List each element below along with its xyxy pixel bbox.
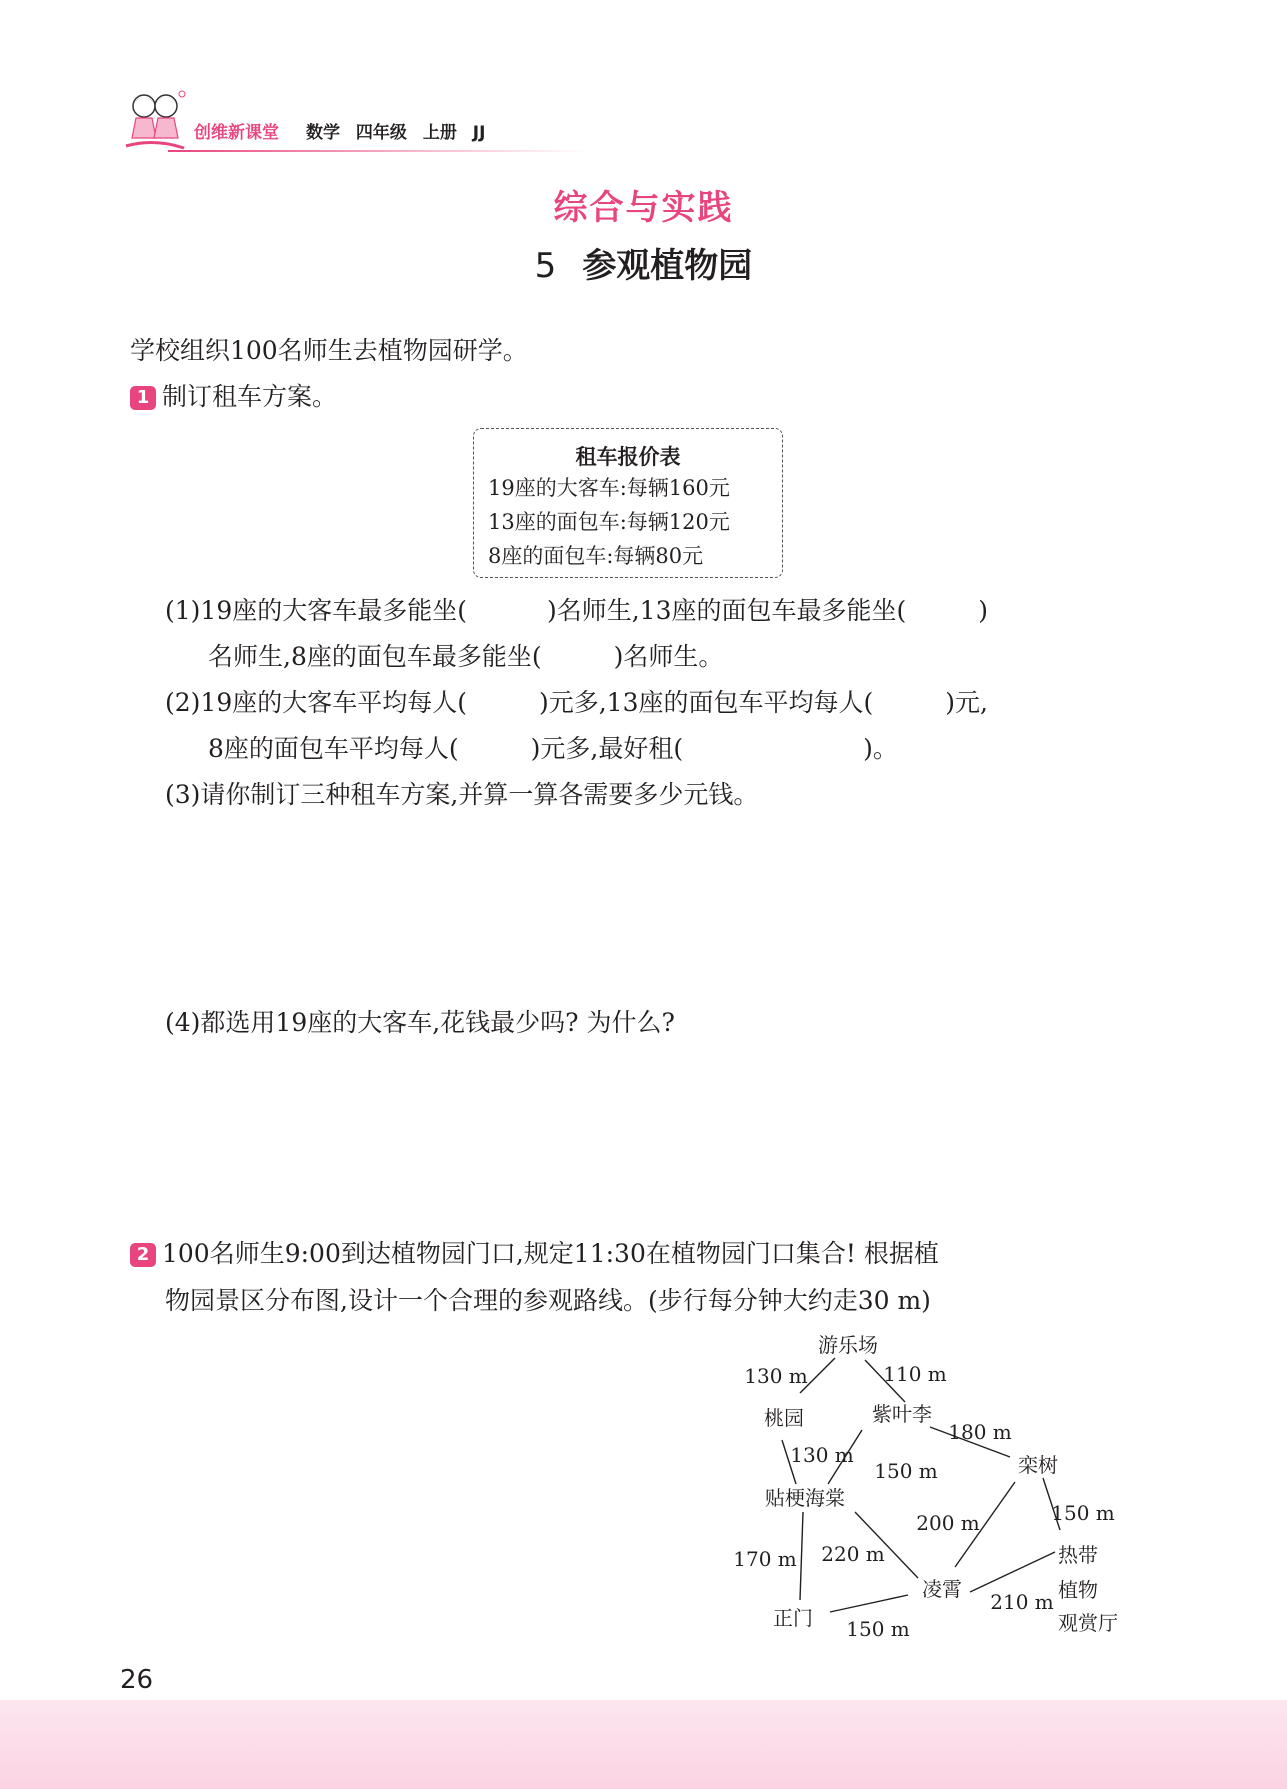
price-row: 8座的面包车:每辆80元 bbox=[488, 544, 704, 568]
intro-text: 学校组织100名师生去植物园研学。 bbox=[130, 336, 528, 365]
place-main-gate: 正门 bbox=[773, 1606, 813, 1630]
question-number-badge: 2 bbox=[130, 1243, 156, 1267]
distance-label: 150 m bbox=[874, 1459, 938, 1483]
text-segment: )元多,13座的面包车平均每人( bbox=[538, 688, 874, 717]
distance-label: 130 m bbox=[790, 1443, 854, 1467]
place-lingxiao: 凌霄 bbox=[922, 1577, 962, 1601]
path-lingxiao-tropical bbox=[970, 1552, 1055, 1592]
question-1-part-4: (4)都选用19座的大客车,花钱最少吗? 为什么? bbox=[165, 1008, 675, 1037]
text-segment: )名师生。 bbox=[613, 642, 724, 671]
distance-label: 180 m bbox=[948, 1420, 1012, 1444]
distance-label: 150 m bbox=[846, 1617, 910, 1641]
grade-label: 四年级 bbox=[355, 123, 407, 143]
text-segment: 名师生,8座的面包车最多能坐( bbox=[208, 642, 542, 671]
text-segment: (2)19座的大客车平均每人( bbox=[165, 688, 467, 717]
distance-label: 150 m bbox=[1051, 1501, 1115, 1525]
place-tropical-hall: 观赏厅 bbox=[1058, 1611, 1118, 1635]
price-row: 19座的大客车:每辆160元 bbox=[488, 476, 730, 500]
question-number-badge: 1 bbox=[130, 386, 156, 410]
path-gate-lingxiao bbox=[830, 1595, 908, 1612]
place-amusement-park: 游乐场 bbox=[818, 1333, 878, 1357]
place-tropical-hall: 热带 bbox=[1058, 1543, 1098, 1567]
text-segment: ) bbox=[978, 596, 989, 625]
text-segment: )元, bbox=[945, 688, 988, 717]
section-title: 综合与实践 bbox=[553, 188, 734, 228]
place-peach-garden: 桃园 bbox=[764, 1406, 804, 1430]
place-begonia: 贴梗海棠 bbox=[765, 1486, 845, 1510]
volume-label: 上册 bbox=[422, 123, 457, 143]
distance-label: 220 m bbox=[821, 1542, 885, 1566]
lesson-number: 5 bbox=[534, 246, 557, 286]
distance-label: 130 m bbox=[744, 1364, 808, 1388]
edition-label: JJ bbox=[472, 123, 486, 143]
text-segment: 8座的面包车平均每人( bbox=[208, 734, 459, 763]
brand-name: 创维新课堂 bbox=[194, 123, 279, 143]
text-segment: (1)19座的大客车最多能坐( bbox=[165, 596, 467, 625]
price-table-title: 租车报价表 bbox=[575, 445, 681, 469]
price-row: 13座的面包车:每辆120元 bbox=[488, 510, 730, 534]
text-segment: )名师生,13座的面包车最多能坐( bbox=[546, 596, 907, 625]
place-purple-plum: 紫叶李 bbox=[872, 1402, 932, 1426]
question-2-line-2: 物园景区分布图,设计一个合理的参观路线。(步行每分钟大约走30 m) bbox=[165, 1286, 931, 1315]
text-segment: )。 bbox=[863, 734, 898, 763]
distance-label: 110 m bbox=[883, 1362, 947, 1386]
text-segment: )元多,最好租( bbox=[530, 734, 684, 763]
distance-label: 210 m bbox=[990, 1590, 1054, 1614]
subject-label: 数学 bbox=[306, 123, 340, 143]
page-number: 26 bbox=[120, 1665, 154, 1695]
question-1-part-3: (3)请你制订三种租车方案,并算一算各需要多少元钱。 bbox=[165, 780, 759, 809]
text-segment: 100名师生9:00到达植物园门口,规定11:30在植物园门口集合! 根据植 bbox=[162, 1239, 939, 1268]
distance-label: 200 m bbox=[916, 1511, 980, 1535]
lesson-name: 参观植物园 bbox=[582, 246, 753, 286]
distance-label: 170 m bbox=[733, 1547, 797, 1571]
place-luan-tree: 栾树 bbox=[1018, 1453, 1058, 1477]
footer-band bbox=[0, 1700, 1287, 1789]
question-1-title: 制订租车方案。 bbox=[162, 382, 338, 411]
place-tropical-hall: 植物 bbox=[1058, 1578, 1098, 1602]
path-begonia-gate bbox=[800, 1512, 803, 1600]
